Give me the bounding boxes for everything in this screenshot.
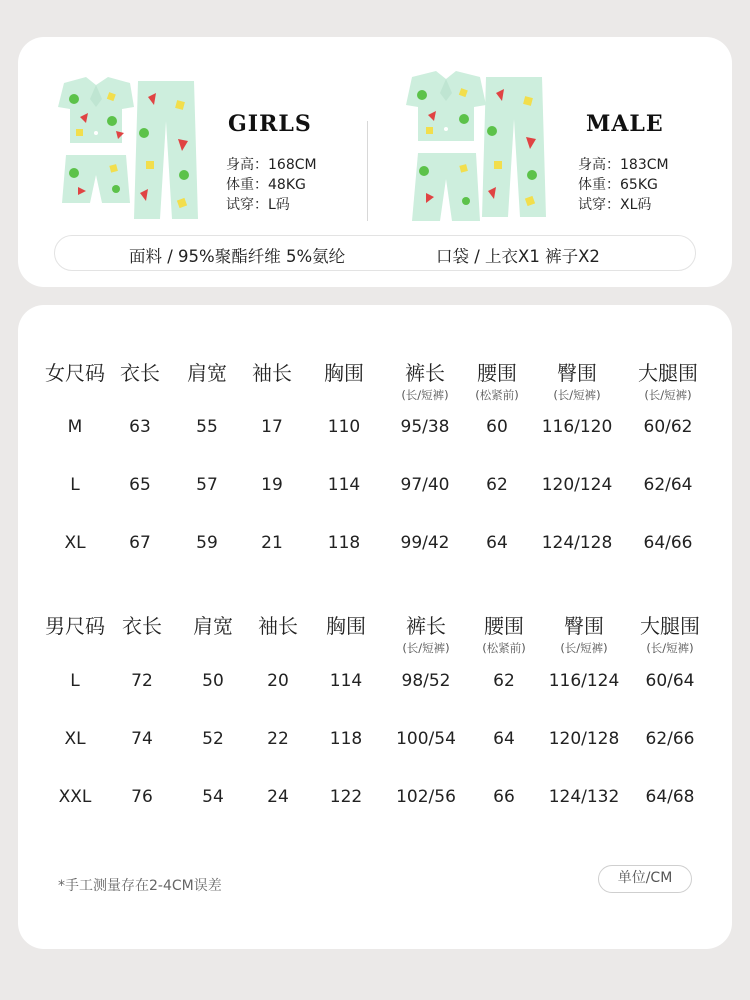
label-text: 袖长 (252, 361, 292, 385)
label-text: 65KG (620, 177, 658, 193)
pockets-text: 口袋 / 上衣X1 裤子X2 (436, 247, 600, 266)
table-cell: 22 (267, 729, 289, 749)
table-cell: 64/68 (645, 787, 695, 807)
men-header-length (122, 610, 162, 639)
label-text: 168CM (268, 157, 317, 173)
girls-height (226, 155, 317, 175)
table-cell: 118 (327, 533, 361, 553)
table-cell: 110 (327, 417, 361, 437)
table-cell: 100/54 (396, 729, 456, 749)
label-text: 胸围 (324, 361, 364, 385)
label-text: (长/短裤) (644, 388, 692, 402)
label-text: 试穿： (226, 197, 268, 213)
table-cell: 64 (486, 533, 508, 553)
table-cell: 62 (486, 475, 508, 495)
label-text: 肩宽 (187, 361, 227, 385)
table-cell: 120/128 (548, 729, 620, 749)
table-cell: 124/128 (541, 533, 613, 553)
label-text: 袖长 (258, 614, 298, 638)
table-cell: 19 (261, 475, 283, 495)
men-header-sleeve (258, 610, 298, 639)
table-cell: 55 (196, 417, 218, 437)
men-header-waist (482, 610, 525, 656)
models-divider (367, 121, 368, 221)
table-cell: 67 (129, 533, 151, 553)
table-cell: 122 (329, 787, 363, 807)
label-text: 臀围 (563, 614, 604, 638)
male-size (578, 195, 669, 215)
women-header-chest (324, 357, 364, 386)
label-text: 臀围 (556, 361, 597, 385)
label-text: 裤长 (404, 361, 445, 385)
label-text: 女尺码 (45, 361, 105, 385)
table-cell: 62 (493, 671, 515, 691)
table-cell: L (70, 475, 80, 495)
label-text: 体重： (578, 177, 620, 193)
table-cell: 74 (131, 729, 153, 749)
table-cell: M (67, 417, 83, 437)
girls-size (226, 195, 317, 215)
table-cell: 63 (129, 417, 151, 437)
table-cell: 120/124 (541, 475, 613, 495)
measurement-note: *手工测量存在2-4CM误差 (58, 878, 222, 894)
women-header-hip (553, 357, 600, 403)
fabric-info-pill (54, 235, 696, 271)
table-cell: XL (64, 729, 86, 749)
unit-badge: 单位/CM (598, 865, 692, 893)
label-text: 腰围 (476, 361, 517, 385)
table-cell: 72 (131, 671, 153, 691)
table-cell: 102/56 (396, 787, 456, 807)
male-model-section (402, 67, 702, 227)
label-text: 大腿围 (640, 614, 700, 638)
fabric-text: 面料 / 95%聚酯纤维 5%氨纶 (129, 247, 346, 266)
table-cell: 62/66 (645, 729, 695, 749)
women-header-shoulder (187, 357, 227, 386)
men-header-shoulder (193, 610, 233, 639)
table-cell: XL (64, 533, 86, 553)
table-cell: 60/64 (645, 671, 695, 691)
women-header-length (120, 357, 160, 386)
label-text: (长/短裤) (553, 388, 601, 402)
table-cell: 99/42 (400, 533, 450, 553)
table-cell: XXL (58, 787, 92, 807)
men-header-size (45, 610, 105, 639)
table-cell: 60/62 (643, 417, 693, 437)
label-text: (松紧前) (482, 641, 526, 655)
label-text: L码 (268, 197, 290, 213)
table-cell: 62/64 (643, 475, 693, 495)
table-cell: 98/52 (401, 671, 451, 691)
men-header-hip (560, 610, 607, 656)
table-cell: 124/132 (548, 787, 620, 807)
male-title: MALE (586, 111, 664, 137)
table-cell: 114 (327, 475, 361, 495)
table-cell: 24 (267, 787, 289, 807)
label-text: XL码 (620, 197, 652, 213)
table-cell: 17 (261, 417, 283, 437)
label-text: (长/短裤) (402, 641, 450, 655)
table-cell: 64/66 (643, 533, 693, 553)
table-cell: 64 (493, 729, 515, 749)
male-stats (578, 155, 669, 215)
size-chart-card (18, 305, 732, 949)
label-text: (长/短裤) (560, 641, 608, 655)
label-text: 腰围 (483, 614, 524, 638)
girls-weight (226, 175, 317, 195)
table-cell: 76 (131, 787, 153, 807)
table-cell: 60 (486, 417, 508, 437)
table-cell: L (70, 671, 80, 691)
male-weight (578, 175, 669, 195)
table-cell: 116/124 (548, 671, 620, 691)
women-header-waist (475, 357, 518, 403)
label-text: 体重： (226, 177, 268, 193)
table-cell: 97/40 (400, 475, 450, 495)
women-header-sleeve (252, 357, 292, 386)
label-text: 试穿： (578, 197, 620, 213)
male-pajama-set-image (402, 71, 552, 223)
table-cell: 57 (196, 475, 218, 495)
table-cell: 95/38 (400, 417, 450, 437)
label-text: (长/短裤) (401, 388, 449, 402)
product-info-card (18, 37, 732, 287)
label-text: (松紧前) (475, 388, 519, 402)
men-header-chest (326, 610, 366, 639)
label-text: 衣长 (122, 614, 162, 638)
table-cell: 114 (329, 671, 363, 691)
table-cell: 66 (493, 787, 515, 807)
girls-pajama-set-image (52, 77, 202, 219)
women-header-thigh (638, 357, 698, 403)
label-text: 衣长 (120, 361, 160, 385)
women-header-pants-length (401, 357, 448, 403)
girls-stats (226, 155, 317, 215)
label-text: 裤长 (405, 614, 446, 638)
label-text: 身高： (578, 157, 620, 173)
label-text: 胸围 (326, 614, 366, 638)
label-text: 大腿围 (638, 361, 698, 385)
table-cell: 52 (202, 729, 224, 749)
table-cell: 21 (261, 533, 283, 553)
girls-title: GIRLS (228, 111, 312, 137)
women-header-size (45, 357, 105, 386)
table-cell: 59 (196, 533, 218, 553)
table-cell: 50 (202, 671, 224, 691)
male-height (578, 155, 669, 175)
label-text: 男尺码 (45, 614, 105, 638)
label-text: (长/短裤) (646, 641, 694, 655)
label-text: 48KG (268, 177, 306, 193)
label-text: 183CM (620, 157, 669, 173)
table-cell: 65 (129, 475, 151, 495)
label-text: 身高： (226, 157, 268, 173)
girls-model-section (52, 67, 352, 227)
men-header-pants-length (402, 610, 449, 656)
table-cell: 20 (267, 671, 289, 691)
table-cell: 116/120 (541, 417, 613, 437)
table-cell: 118 (329, 729, 363, 749)
label-text: 肩宽 (193, 614, 233, 638)
table-cell: 54 (202, 787, 224, 807)
men-header-thigh (640, 610, 700, 656)
